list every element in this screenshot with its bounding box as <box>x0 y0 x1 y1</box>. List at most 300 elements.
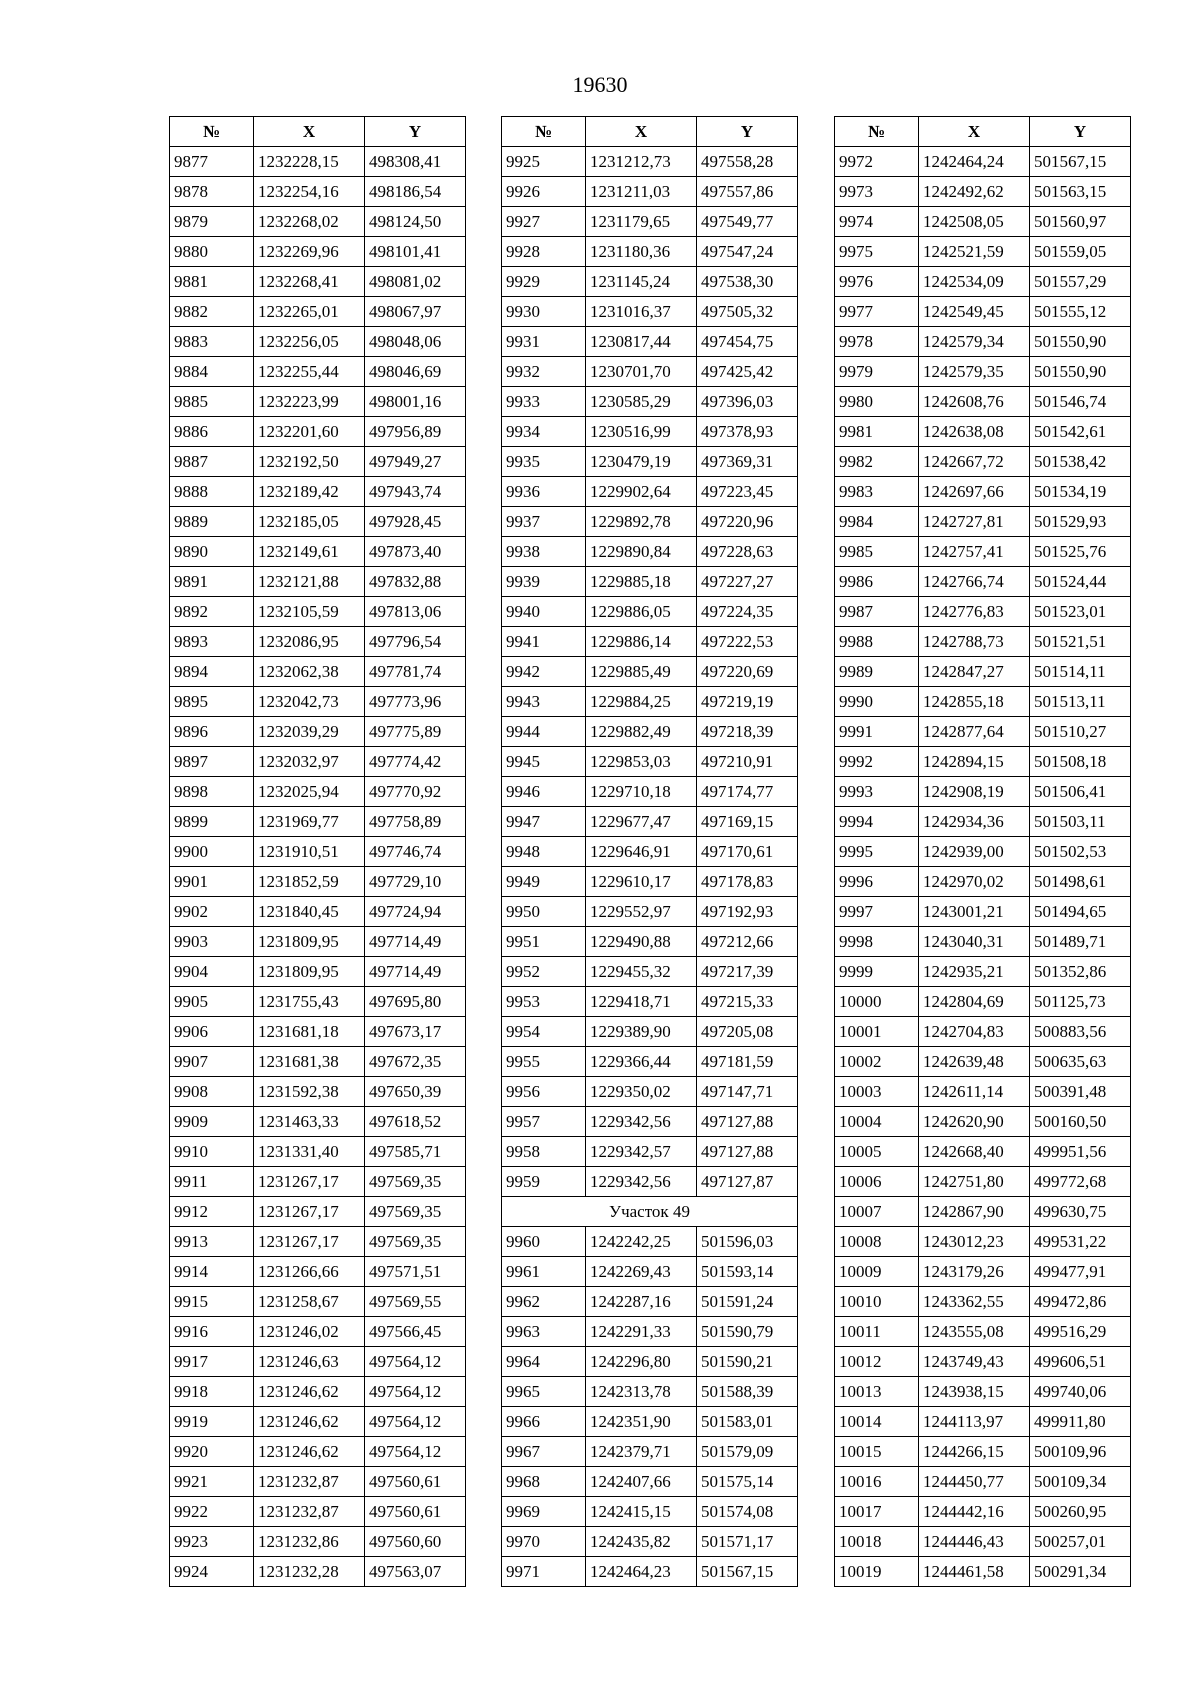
x-coordinate-cell: 1231211,03 <box>586 177 697 207</box>
point-number-cell: 9906 <box>170 1017 254 1047</box>
point-number-cell: 10009 <box>835 1257 919 1287</box>
table-row <box>170 147 466 177</box>
x-coordinate-cell: 1242935,21 <box>919 957 1030 987</box>
y-coordinate-cell: 501508,18 <box>1030 747 1131 777</box>
table-row <box>170 987 466 1017</box>
table-row <box>835 447 1131 477</box>
y-coordinate-cell: 497215,33 <box>697 987 798 1017</box>
point-number-cell: 9966 <box>502 1407 586 1437</box>
table-row <box>170 687 466 717</box>
y-coordinate-cell: 497222,53 <box>697 627 798 657</box>
y-coordinate-cell: 500257,01 <box>1030 1527 1131 1557</box>
point-number-cell: 10002 <box>835 1047 919 1077</box>
y-coordinate-cell: 497774,42 <box>365 747 466 777</box>
point-number-cell: 9991 <box>835 717 919 747</box>
table-row <box>502 1137 798 1167</box>
point-number-cell: 9933 <box>502 387 586 417</box>
point-number-cell: 9913 <box>170 1227 254 1257</box>
point-number-cell: 9981 <box>835 417 919 447</box>
y-coordinate-cell: 497781,74 <box>365 657 466 687</box>
y-coordinate-cell: 497564,12 <box>365 1377 466 1407</box>
point-number-cell: 9963 <box>502 1317 586 1347</box>
point-number-cell: 9917 <box>170 1347 254 1377</box>
x-coordinate-cell: 1229882,49 <box>586 717 697 747</box>
table-row <box>502 1257 798 1287</box>
point-number-cell: 9942 <box>502 657 586 687</box>
point-number-cell: 10005 <box>835 1137 919 1167</box>
point-number-cell: 9899 <box>170 807 254 837</box>
y-coordinate-cell: 501590,79 <box>697 1317 798 1347</box>
point-number-cell: 10008 <box>835 1227 919 1257</box>
point-number-cell: 9947 <box>502 807 586 837</box>
table-body <box>835 147 1131 1587</box>
x-coordinate-cell: 1244461,58 <box>919 1557 1030 1587</box>
y-coordinate-cell: 500391,48 <box>1030 1077 1131 1107</box>
table-row <box>502 807 798 837</box>
x-coordinate-cell: 1242242,25 <box>586 1227 697 1257</box>
y-coordinate-cell: 497746,74 <box>365 837 466 867</box>
table-row <box>170 1257 466 1287</box>
y-coordinate-cell: 501489,71 <box>1030 927 1131 957</box>
point-number-cell: 9903 <box>170 927 254 957</box>
point-number-cell: 9888 <box>170 477 254 507</box>
point-number-cell: 9943 <box>502 687 586 717</box>
point-number-cell: 10007 <box>835 1197 919 1227</box>
x-coordinate-cell: 1242804,69 <box>919 987 1030 1017</box>
y-coordinate-cell: 497928,45 <box>365 507 466 537</box>
table-row <box>502 867 798 897</box>
table-row <box>502 1437 798 1467</box>
y-coordinate-cell: 497218,39 <box>697 717 798 747</box>
x-coordinate-cell: 1229885,49 <box>586 657 697 687</box>
y-coordinate-cell: 501557,29 <box>1030 267 1131 297</box>
table-row <box>502 627 798 657</box>
x-coordinate-cell: 1232086,95 <box>254 627 365 657</box>
point-number-cell: 9886 <box>170 417 254 447</box>
point-number-cell: 9956 <box>502 1077 586 1107</box>
x-coordinate-cell: 1231258,67 <box>254 1287 365 1317</box>
point-number-cell: 9908 <box>170 1077 254 1107</box>
point-number-cell: 9983 <box>835 477 919 507</box>
x-coordinate-cell: 1231331,40 <box>254 1137 365 1167</box>
point-number-cell: 9964 <box>502 1347 586 1377</box>
table-row <box>502 747 798 777</box>
point-number-cell: 9944 <box>502 717 586 747</box>
y-coordinate-cell: 501510,27 <box>1030 717 1131 747</box>
x-coordinate-cell: 1229342,57 <box>586 1137 697 1167</box>
table-row <box>170 387 466 417</box>
y-coordinate-cell: 501591,24 <box>697 1287 798 1317</box>
x-coordinate-cell: 1243012,23 <box>919 1227 1030 1257</box>
table-row <box>835 1557 1131 1587</box>
table-row <box>502 1017 798 1047</box>
table-row <box>170 297 466 327</box>
point-number-cell: 10001 <box>835 1017 919 1047</box>
point-number-cell: 9994 <box>835 807 919 837</box>
x-coordinate-cell: 1244113,97 <box>919 1407 1030 1437</box>
point-number-cell: 9920 <box>170 1437 254 1467</box>
y-coordinate-cell: 501506,41 <box>1030 777 1131 807</box>
x-coordinate-cell: 1229677,47 <box>586 807 697 837</box>
y-coordinate-cell: 497223,45 <box>697 477 798 507</box>
y-coordinate-cell: 497650,39 <box>365 1077 466 1107</box>
y-coordinate-cell: 499472,86 <box>1030 1287 1131 1317</box>
point-number-cell: 9905 <box>170 987 254 1017</box>
y-coordinate-cell: 501567,15 <box>697 1557 798 1587</box>
point-number-cell: 9895 <box>170 687 254 717</box>
y-coordinate-cell: 497228,63 <box>697 537 798 567</box>
y-coordinate-cell: 498124,50 <box>365 207 466 237</box>
x-coordinate-cell: 1242855,18 <box>919 687 1030 717</box>
x-coordinate-cell: 1244446,43 <box>919 1527 1030 1557</box>
x-coordinate-cell: 1242521,59 <box>919 237 1030 267</box>
table-row <box>835 657 1131 687</box>
point-number-cell: 9928 <box>502 237 586 267</box>
y-coordinate-cell: 501521,51 <box>1030 627 1131 657</box>
point-number-cell: 9960 <box>502 1227 586 1257</box>
table-row <box>835 177 1131 207</box>
y-coordinate-cell: 497569,35 <box>365 1227 466 1257</box>
x-coordinate-cell: 1231592,38 <box>254 1077 365 1107</box>
x-coordinate-cell: 1229350,02 <box>586 1077 697 1107</box>
x-coordinate-cell: 1243179,26 <box>919 1257 1030 1287</box>
y-coordinate-cell: 497425,42 <box>697 357 798 387</box>
table-row <box>502 1557 798 1587</box>
point-number-cell: 9915 <box>170 1287 254 1317</box>
table-row <box>170 537 466 567</box>
table-row <box>835 1197 1131 1227</box>
point-number-cell: 9974 <box>835 207 919 237</box>
x-coordinate-cell: 1229884,25 <box>586 687 697 717</box>
table-body <box>170 147 466 1587</box>
y-coordinate-cell: 498048,06 <box>365 327 466 357</box>
point-number-cell: 9971 <box>502 1557 586 1587</box>
x-coordinate-cell: 1242534,09 <box>919 267 1030 297</box>
x-coordinate-cell: 1232268,41 <box>254 267 365 297</box>
point-number-cell: 9949 <box>502 867 586 897</box>
x-coordinate-cell: 1231969,77 <box>254 807 365 837</box>
point-number-cell: 10013 <box>835 1377 919 1407</box>
point-number-cell: 9894 <box>170 657 254 687</box>
y-coordinate-cell: 497566,45 <box>365 1317 466 1347</box>
point-number-cell: 9910 <box>170 1137 254 1167</box>
y-coordinate-cell: 498186,54 <box>365 177 466 207</box>
point-number-cell: 10019 <box>835 1557 919 1587</box>
x-coordinate-cell: 1232025,94 <box>254 777 365 807</box>
table-row <box>502 1107 798 1137</box>
table-row <box>170 957 466 987</box>
y-coordinate-cell: 501596,03 <box>697 1227 798 1257</box>
y-coordinate-cell: 497956,89 <box>365 417 466 447</box>
y-coordinate-cell: 497178,83 <box>697 867 798 897</box>
table-row <box>835 1407 1131 1437</box>
table-row <box>835 1167 1131 1197</box>
point-number-cell: 10016 <box>835 1467 919 1497</box>
point-number-cell: 9995 <box>835 837 919 867</box>
table-row <box>502 477 798 507</box>
point-number-cell: 10017 <box>835 1497 919 1527</box>
x-coordinate-cell: 1242939,00 <box>919 837 1030 867</box>
y-coordinate-cell: 497454,75 <box>697 327 798 357</box>
y-coordinate-cell: 501513,11 <box>1030 687 1131 717</box>
table-row <box>170 1317 466 1347</box>
table-row <box>502 237 798 267</box>
x-coordinate-cell: 1242608,76 <box>919 387 1030 417</box>
x-coordinate-cell: 1229710,18 <box>586 777 697 807</box>
x-coordinate-cell: 1230817,44 <box>586 327 697 357</box>
y-coordinate-cell: 497563,07 <box>365 1557 466 1587</box>
x-coordinate-cell: 1242464,23 <box>586 1557 697 1587</box>
x-coordinate-cell: 1229418,71 <box>586 987 697 1017</box>
table-row <box>835 537 1131 567</box>
point-number-cell: 9948 <box>502 837 586 867</box>
header-x: X <box>254 117 365 147</box>
x-coordinate-cell: 1242934,36 <box>919 807 1030 837</box>
x-coordinate-cell: 1229886,05 <box>586 597 697 627</box>
table-row <box>170 777 466 807</box>
point-number-cell: 9946 <box>502 777 586 807</box>
x-coordinate-cell: 1231267,17 <box>254 1197 365 1227</box>
point-number-cell: 9909 <box>170 1107 254 1137</box>
point-number-cell: 9977 <box>835 297 919 327</box>
y-coordinate-cell: 497569,35 <box>365 1197 466 1227</box>
coordinates-table-3 <box>834 116 1131 1587</box>
x-coordinate-cell: 1242415,15 <box>586 1497 697 1527</box>
y-coordinate-cell: 497943,74 <box>365 477 466 507</box>
y-coordinate-cell: 497695,80 <box>365 987 466 1017</box>
table-row <box>502 147 798 177</box>
table-row <box>835 1287 1131 1317</box>
table-row <box>835 417 1131 447</box>
page-number: 19630 <box>572 72 628 97</box>
x-coordinate-cell: 1242639,48 <box>919 1047 1030 1077</box>
point-number-cell: 9921 <box>170 1467 254 1497</box>
x-coordinate-cell: 1231840,45 <box>254 897 365 927</box>
point-number-cell: 9967 <box>502 1437 586 1467</box>
table-row <box>835 297 1131 327</box>
point-number-cell: 10018 <box>835 1527 919 1557</box>
y-coordinate-cell: 501525,76 <box>1030 537 1131 567</box>
point-number-cell: 10011 <box>835 1317 919 1347</box>
table-row <box>170 237 466 267</box>
y-coordinate-cell: 497724,94 <box>365 897 466 927</box>
point-number-cell: 9993 <box>835 777 919 807</box>
x-coordinate-cell: 1243001,21 <box>919 897 1030 927</box>
x-coordinate-cell: 1231246,62 <box>254 1377 365 1407</box>
point-number-cell: 9935 <box>502 447 586 477</box>
y-coordinate-cell: 499951,56 <box>1030 1137 1131 1167</box>
table-row <box>835 207 1131 237</box>
table-row <box>835 1107 1131 1137</box>
table-row <box>502 777 798 807</box>
point-number-cell: 10006 <box>835 1167 919 1197</box>
y-coordinate-cell: 497873,40 <box>365 537 466 567</box>
y-coordinate-cell: 497773,96 <box>365 687 466 717</box>
x-coordinate-cell: 1242776,83 <box>919 597 1030 627</box>
x-coordinate-cell: 1229552,97 <box>586 897 697 927</box>
y-coordinate-cell: 501514,11 <box>1030 657 1131 687</box>
x-coordinate-cell: 1232189,42 <box>254 477 365 507</box>
table-row <box>835 567 1131 597</box>
table-row <box>502 957 798 987</box>
y-coordinate-cell: 501546,74 <box>1030 387 1131 417</box>
y-coordinate-cell: 497227,27 <box>697 567 798 597</box>
point-number-cell: 9904 <box>170 957 254 987</box>
y-coordinate-cell: 501590,21 <box>697 1347 798 1377</box>
point-number-cell: 9916 <box>170 1317 254 1347</box>
point-number-cell: 9936 <box>502 477 586 507</box>
header-number: № <box>502 117 586 147</box>
point-number-cell: 9898 <box>170 777 254 807</box>
table-row <box>835 777 1131 807</box>
table-row <box>835 147 1131 177</box>
y-coordinate-cell: 497217,39 <box>697 957 798 987</box>
x-coordinate-cell: 1229366,44 <box>586 1047 697 1077</box>
table-row <box>835 1437 1131 1467</box>
section-title: Участок 49 <box>502 1197 798 1227</box>
y-coordinate-cell: 497127,88 <box>697 1107 798 1137</box>
x-coordinate-cell: 1230479,19 <box>586 447 697 477</box>
y-coordinate-cell: 497569,35 <box>365 1167 466 1197</box>
x-coordinate-cell: 1243362,55 <box>919 1287 1030 1317</box>
x-coordinate-cell: 1231246,62 <box>254 1437 365 1467</box>
table-row <box>502 417 798 447</box>
table-row <box>835 267 1131 297</box>
x-coordinate-cell: 1232255,44 <box>254 357 365 387</box>
x-coordinate-cell: 1231267,17 <box>254 1167 365 1197</box>
y-coordinate-cell: 497585,71 <box>365 1137 466 1167</box>
point-number-cell: 9973 <box>835 177 919 207</box>
x-coordinate-cell: 1242611,14 <box>919 1077 1030 1107</box>
y-coordinate-cell: 497560,60 <box>365 1527 466 1557</box>
y-coordinate-cell: 501593,14 <box>697 1257 798 1287</box>
point-number-cell: 9953 <box>502 987 586 1017</box>
y-coordinate-cell: 497219,19 <box>697 687 798 717</box>
y-coordinate-cell: 497169,15 <box>697 807 798 837</box>
point-number-cell: 9914 <box>170 1257 254 1287</box>
point-number-cell: 9950 <box>502 897 586 927</box>
table-row <box>835 1257 1131 1287</box>
point-number-cell: 9955 <box>502 1047 586 1077</box>
point-number-cell: 9979 <box>835 357 919 387</box>
point-number-cell: 9957 <box>502 1107 586 1137</box>
table-row <box>502 837 798 867</box>
x-coordinate-cell: 1232192,50 <box>254 447 365 477</box>
y-coordinate-cell: 501524,44 <box>1030 567 1131 597</box>
point-number-cell: 9922 <box>170 1497 254 1527</box>
point-number-cell: 9925 <box>502 147 586 177</box>
x-coordinate-cell: 1242788,73 <box>919 627 1030 657</box>
point-number-cell: 10004 <box>835 1107 919 1137</box>
y-coordinate-cell: 497672,35 <box>365 1047 466 1077</box>
y-coordinate-cell: 497192,93 <box>697 897 798 927</box>
table-row <box>170 747 466 777</box>
table-row <box>170 357 466 387</box>
table-body <box>502 147 798 1587</box>
y-coordinate-cell: 497558,28 <box>697 147 798 177</box>
y-coordinate-cell: 497212,66 <box>697 927 798 957</box>
y-coordinate-cell: 497547,24 <box>697 237 798 267</box>
point-number-cell: 9988 <box>835 627 919 657</box>
table-row <box>170 1347 466 1377</box>
point-number-cell: 9937 <box>502 507 586 537</box>
x-coordinate-cell: 1231809,95 <box>254 927 365 957</box>
x-coordinate-cell: 1243749,43 <box>919 1347 1030 1377</box>
point-number-cell: 9897 <box>170 747 254 777</box>
x-coordinate-cell: 1232223,99 <box>254 387 365 417</box>
point-number-cell: 10014 <box>835 1407 919 1437</box>
x-coordinate-cell: 1242667,72 <box>919 447 1030 477</box>
point-number-cell: 10010 <box>835 1287 919 1317</box>
y-coordinate-cell: 499606,51 <box>1030 1347 1131 1377</box>
y-coordinate-cell: 501563,15 <box>1030 177 1131 207</box>
x-coordinate-cell: 1231681,38 <box>254 1047 365 1077</box>
table-row <box>502 597 798 627</box>
table-row <box>170 567 466 597</box>
y-coordinate-cell: 501542,61 <box>1030 417 1131 447</box>
x-coordinate-cell: 1242766,74 <box>919 567 1030 597</box>
point-number-cell: 9890 <box>170 537 254 567</box>
y-coordinate-cell: 501498,61 <box>1030 867 1131 897</box>
table-row <box>502 1287 798 1317</box>
y-coordinate-cell: 501523,01 <box>1030 597 1131 627</box>
point-number-cell: 9919 <box>170 1407 254 1437</box>
point-number-cell: 9934 <box>502 417 586 447</box>
y-coordinate-cell: 499531,22 <box>1030 1227 1131 1257</box>
x-coordinate-cell: 1244266,15 <box>919 1437 1030 1467</box>
table-row <box>835 387 1131 417</box>
point-number-cell: 9940 <box>502 597 586 627</box>
point-number-cell: 9938 <box>502 537 586 567</box>
y-coordinate-cell: 501555,12 <box>1030 297 1131 327</box>
table-row <box>170 1497 466 1527</box>
x-coordinate-cell: 1242697,66 <box>919 477 1030 507</box>
table-row <box>502 1167 798 1197</box>
x-coordinate-cell: 1244442,16 <box>919 1497 1030 1527</box>
y-coordinate-cell: 497369,31 <box>697 447 798 477</box>
x-coordinate-cell: 1242970,02 <box>919 867 1030 897</box>
table-row <box>170 477 466 507</box>
table-row <box>170 927 466 957</box>
table-row <box>835 837 1131 867</box>
point-number-cell: 9901 <box>170 867 254 897</box>
point-number-cell: 9932 <box>502 357 586 387</box>
x-coordinate-cell: 1232149,61 <box>254 537 365 567</box>
y-coordinate-cell: 501575,14 <box>697 1467 798 1497</box>
table-row <box>502 1527 798 1557</box>
x-coordinate-cell: 1242727,81 <box>919 507 1030 537</box>
x-coordinate-cell: 1242908,19 <box>919 777 1030 807</box>
y-coordinate-cell: 501574,08 <box>697 1497 798 1527</box>
point-number-cell: 9885 <box>170 387 254 417</box>
table-row <box>170 867 466 897</box>
x-coordinate-cell: 1242379,71 <box>586 1437 697 1467</box>
table-row <box>170 417 466 447</box>
point-number-cell: 9959 <box>502 1167 586 1197</box>
x-coordinate-cell: 1231246,62 <box>254 1407 365 1437</box>
y-coordinate-cell: 497147,71 <box>697 1077 798 1107</box>
x-coordinate-cell: 1231232,87 <box>254 1467 365 1497</box>
y-coordinate-cell: 500291,34 <box>1030 1557 1131 1587</box>
table-row <box>835 1137 1131 1167</box>
point-number-cell: 9965 <box>502 1377 586 1407</box>
table-row <box>835 807 1131 837</box>
table-row <box>502 1467 798 1497</box>
header-number: № <box>170 117 254 147</box>
y-coordinate-cell: 497224,35 <box>697 597 798 627</box>
y-coordinate-cell: 497729,10 <box>365 867 466 897</box>
y-coordinate-cell: 497560,61 <box>365 1497 466 1527</box>
